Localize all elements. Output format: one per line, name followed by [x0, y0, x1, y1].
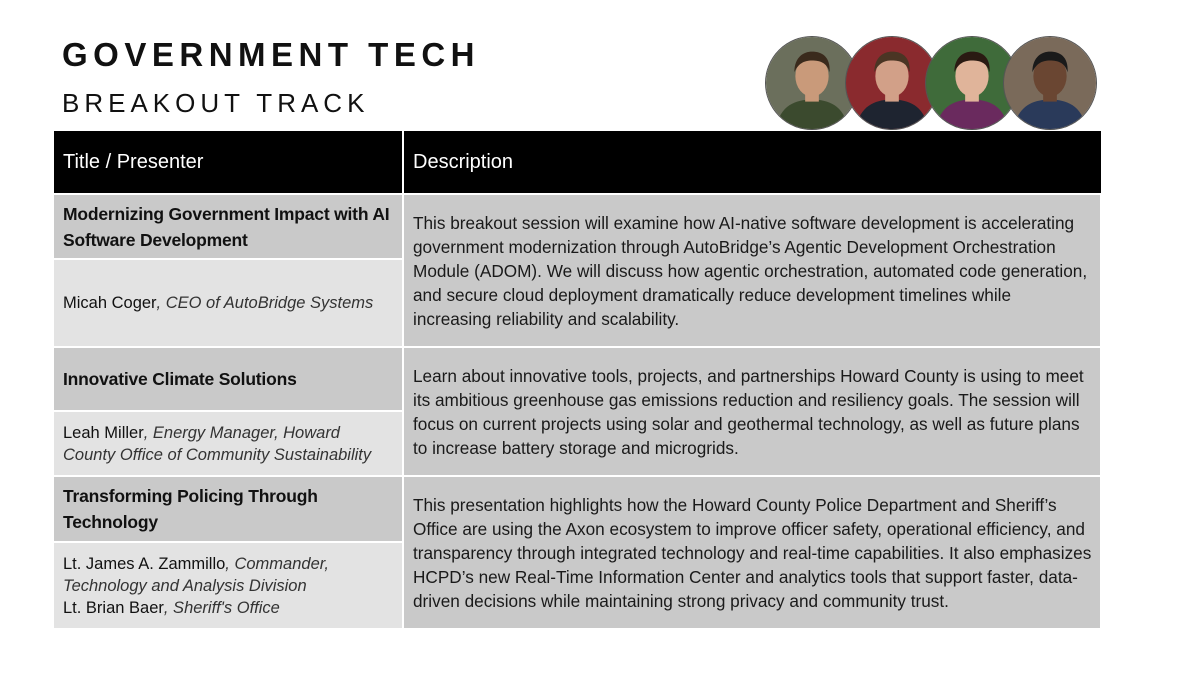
table-header-row [54, 131, 1101, 194]
presenter-photo [1003, 36, 1097, 130]
column-header-description: Description [403, 131, 1101, 194]
page-title: GOVERNMENT TECH [62, 36, 481, 73]
column-header-title-presenter: Title / Presenter [54, 131, 403, 194]
sessions-table [54, 131, 1102, 630]
table-row [54, 476, 1101, 542]
presenter-photos [765, 36, 1097, 132]
presenter-name: Leah Miller [63, 423, 144, 442]
presenter-name: Lt. Brian Baer [63, 598, 164, 617]
session-presenter [54, 259, 403, 347]
presenter-entry [63, 553, 393, 597]
page-subtitle: BREAKOUT TRACK [62, 88, 370, 118]
session-description: This breakout session will examine how AI-native software development is accelerating government modernization through AutoBridge’s Agentic Development Orchestration Module (ADOM). We will discuss how agentic orchestration, automated code generation, and secure cloud deployment dramatically reduce development timelines while increasing reliability and scalability. [403, 194, 1101, 347]
presenter-name: Micah Coger [63, 294, 157, 312]
presenter-role: , Sheriff's Office [163, 598, 280, 617]
session-description: Learn about innovative tools, projects, and partnerships Howard County is using to meet its ambitious greenhouse gas emissions reduction and resiliency goals. The session will focus on current projects using solar and geothermal technology, as well as future plans to increase battery storage and microgrids. [403, 347, 1101, 476]
table-row [54, 194, 1101, 259]
table-row [54, 347, 1101, 411]
presenter-role: , Commander, Technology and Analysis Division [63, 554, 329, 595]
presenter-role: , Energy Manager, Howard County Office of Community Sustainability [63, 423, 372, 464]
session-description: This presentation highlights how the Howard County Police Department and Sheriff’s Office are using the Axon ecosystem to improve officer safety, operational efficiency, and transparency through integrated technology and real-time capabilities. It also emphasizes HCPD’s new Real-Time Information Center and analytics tools that support faster, data-driven decisions while maintaining strong privacy and community trust. [403, 476, 1101, 629]
portrait-image [1004, 37, 1096, 129]
session-title: Transforming Policing Through Technology [54, 476, 403, 542]
presenter-name: Lt. James A. Zammillo [63, 554, 226, 573]
presenter-role: , CEO of AutoBridge Systems [156, 294, 374, 312]
presenter-entry [63, 597, 393, 619]
session-title: Innovative Climate Solutions [54, 347, 403, 411]
session-title: Modernizing Government Impact with AI Software Development [54, 194, 403, 259]
session-presenter [54, 542, 403, 629]
session-presenter [54, 411, 403, 476]
